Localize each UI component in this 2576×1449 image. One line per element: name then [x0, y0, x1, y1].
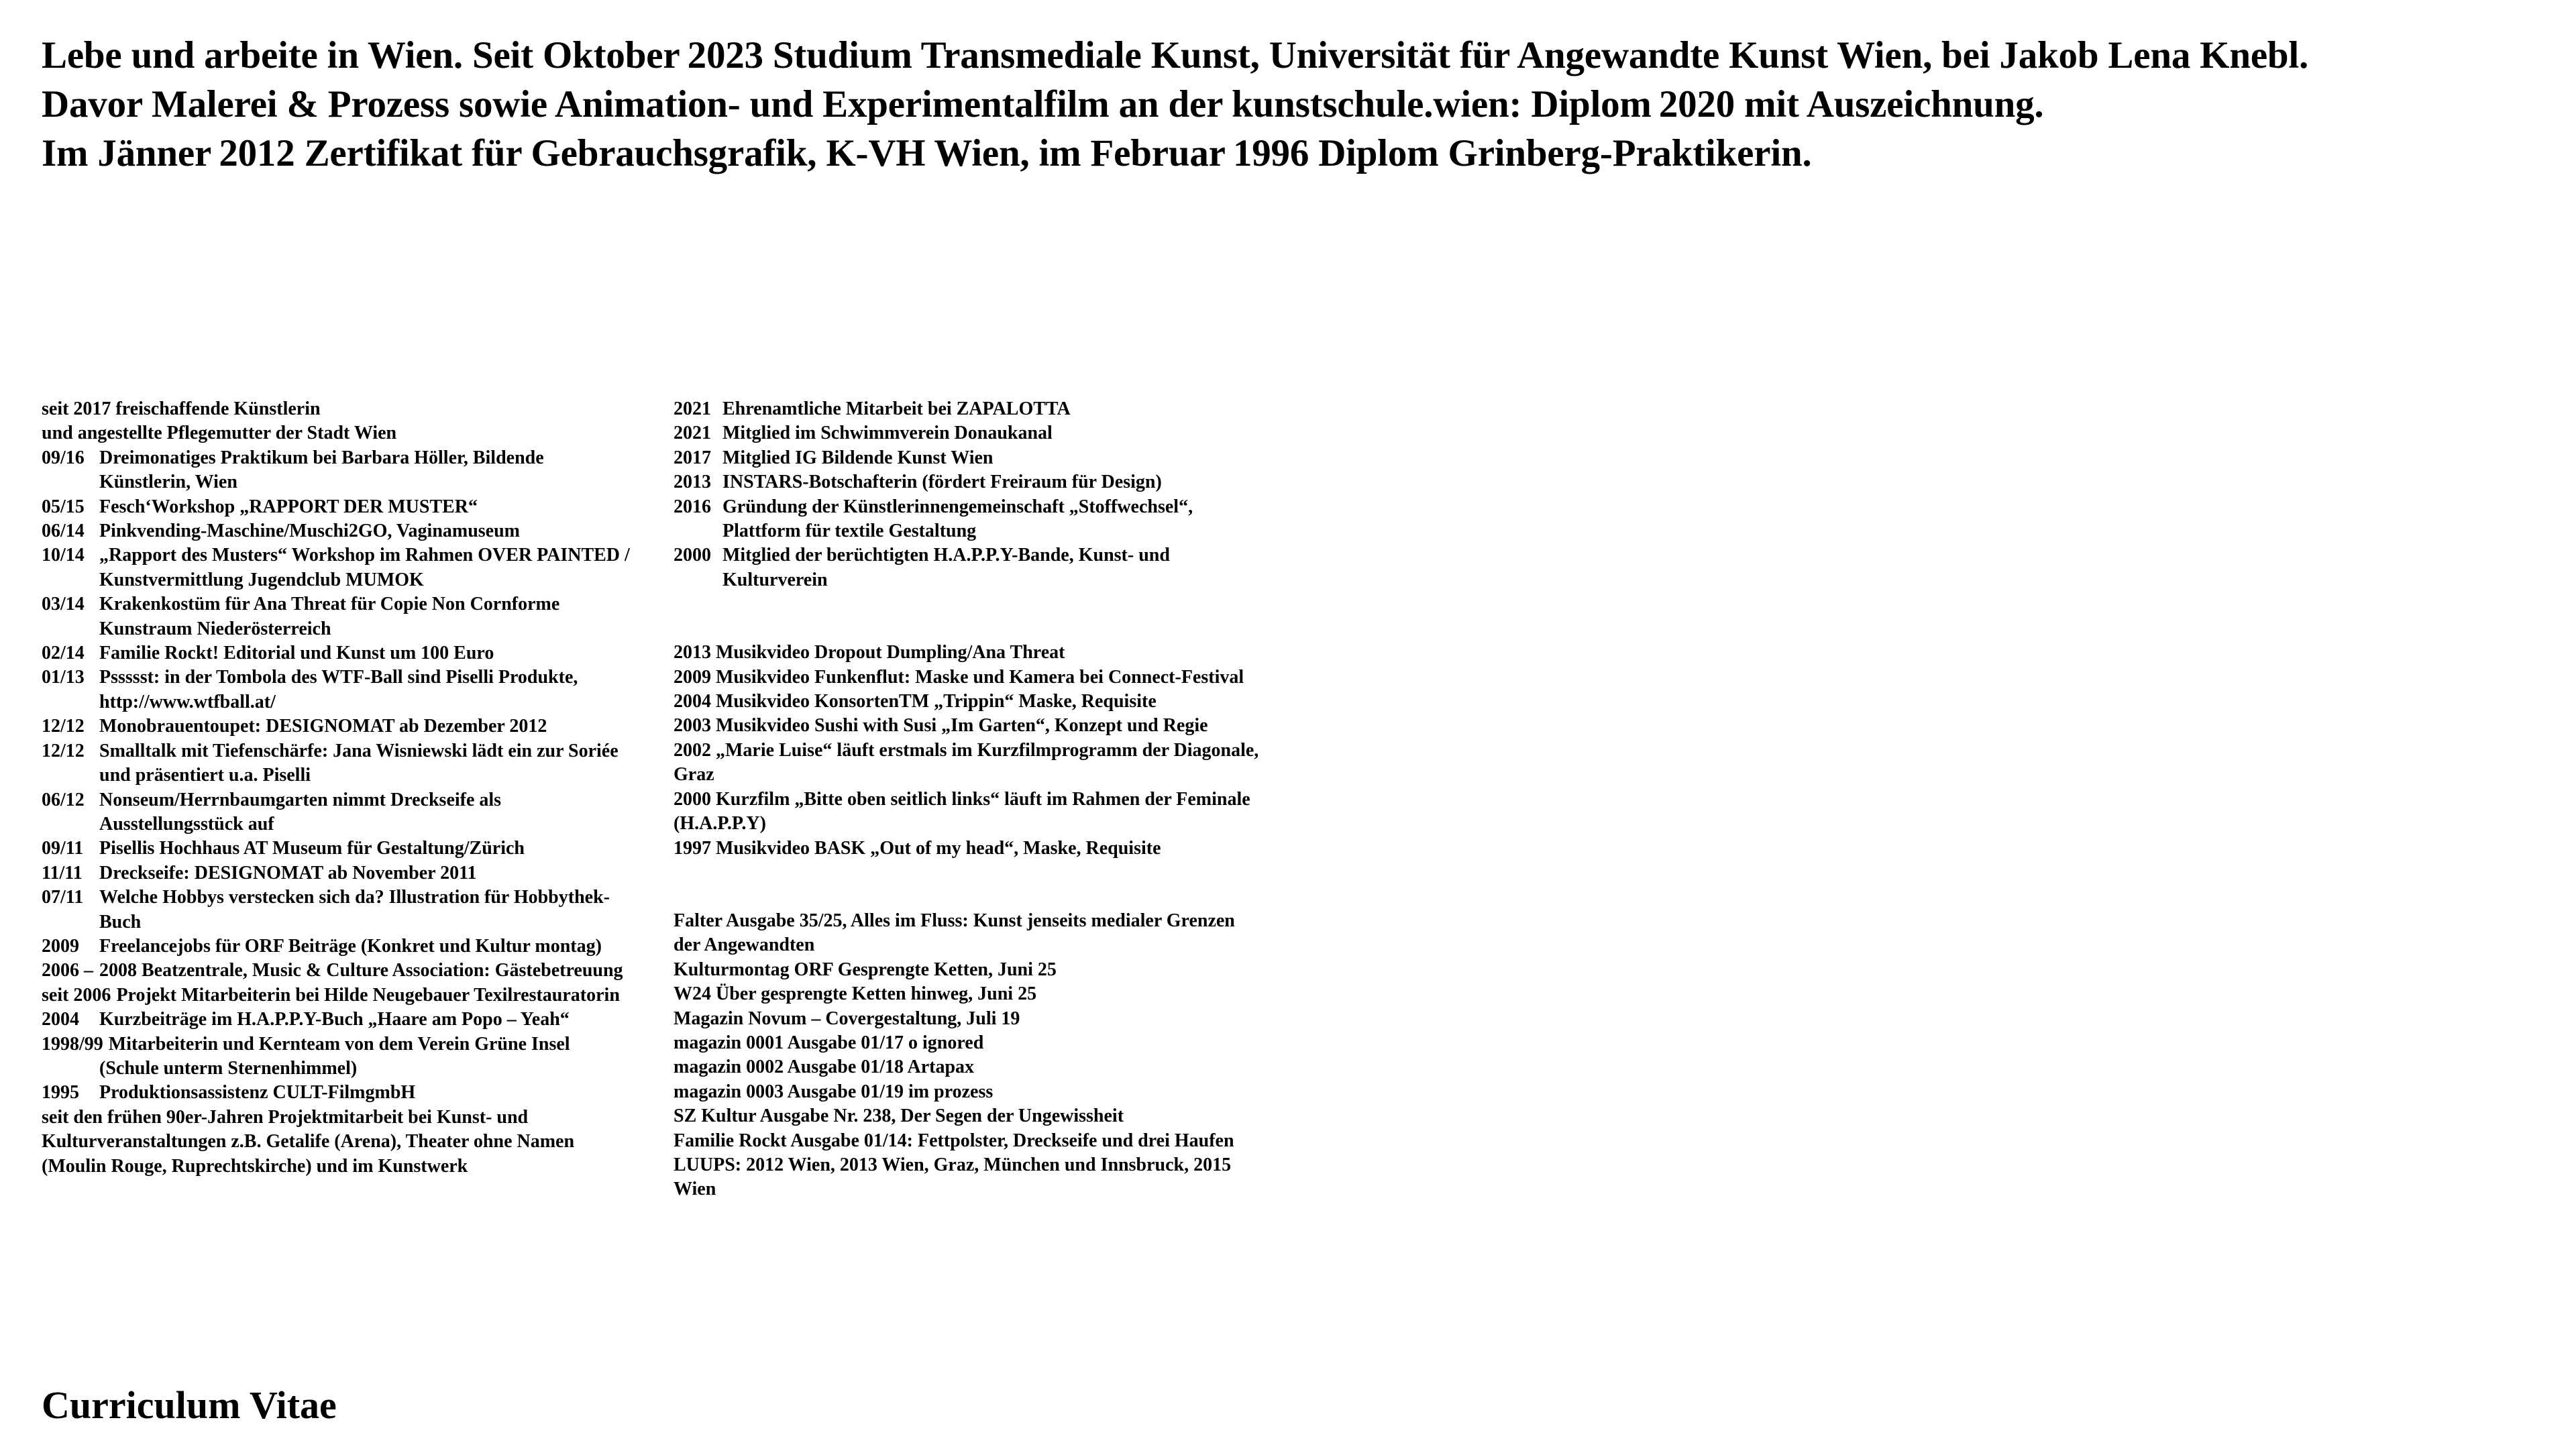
intro-line: Lebe und arbeite in Wien. Seit Oktober 2023 Studium Transmediale Kunst, Universität für Angewandte Kunst Wien, bei Jakob Lena Knebl.: [42, 34, 2309, 76]
press-entry: LUUPS: 2012 Wien, 2013 Wien, Graz, München und Innsbruck, 2015 Wien: [674, 1154, 1232, 1200]
film-entry: 2002 „Marie Luise“ läuft erstmals im Kurzfilmprogramm der Diagonale, Graz: [674, 739, 1259, 786]
cv-entry-text: Pssssst: in der Tombola des WTF-Ball sind Piselli Produkte, http://www.wtfball.at/: [99, 667, 578, 712]
membership-year: 2013: [674, 472, 711, 493]
cv-entry-text: Smalltalk mit Tiefenschärfe: Jana Wisniewski lädt ein zur Soriée und präsentiert u.a. Piselli: [99, 740, 619, 786]
intro-line: Im Jänner 2012 Zertifikat für Gebrauchsgrafik, K-VH Wien, im Februar 1996 Diplom Grinberg-Praktikerin.: [42, 132, 1812, 174]
film-entry: 1997 Musikvideo BASK „Out of my head“, Maske, Requisite: [674, 837, 1161, 859]
cv-activities-column: [42, 397, 632, 1179]
film-entry: 2003 Musikvideo Sushi with Susi „Im Garten“, Konzept und Regie: [674, 715, 1208, 737]
cv-entry: [42, 592, 632, 641]
press-entry: magazin 0001 Ausgabe 01/17 o ignored: [674, 1032, 984, 1053]
membership-text: Mitglied im Schwimmverein Donaukanal: [722, 423, 1053, 444]
cv-entry-date: 2004: [42, 1009, 79, 1030]
cv-entry: [42, 1106, 632, 1179]
cv-entry-text: Freelancejobs für ORF Beiträge (Konkret und Kultur montag): [99, 935, 602, 957]
cv-entry-date: 03/14: [42, 594, 85, 615]
cv-entry: [42, 861, 632, 885]
cv-entry: [42, 446, 632, 495]
cv-entry-text: Pisellis Hochhaus AT Museum für Gestaltung/Zürich: [99, 838, 525, 859]
cv-entry-date: 2009: [42, 935, 79, 957]
press-entry: Falter Ausgabe 35/25, Alles im Fluss: Kunst jenseits medialer Grenzen der Angewandten: [674, 910, 1235, 956]
cv-entry: [42, 397, 632, 421]
cv-entry: [42, 519, 632, 543]
press-entry: Familie Rockt Ausgabe 01/14: Fettpolster, Dreckseife und drei Haufen: [674, 1130, 1234, 1151]
membership-text: Gründung der Künstlerinnengemeinschaft „Stoffwechsel“, Plattform für textile Gestaltung: [722, 496, 1193, 542]
cv-details-column: [674, 397, 1264, 1202]
cv-entry: [42, 714, 632, 739]
cv-entry: [42, 885, 632, 934]
cv-entry-text: Nonseum/Herrnbaumgarten nimmt Dreckseife als Ausstellungsstück auf: [99, 789, 502, 835]
press-entry: magazin 0002 Ausgabe 01/18 Artapax: [674, 1057, 975, 1078]
cv-entry: [42, 543, 632, 592]
cv-entry-text: Kurzbeiträge im H.A.P.P.Y-Buch „Haare am Popo – Yeah“: [99, 1009, 570, 1030]
cv-entry: [42, 1081, 632, 1105]
press-entry: Magazin Novum – Covergestaltung, Juli 19: [674, 1008, 1020, 1029]
cv-entry: [42, 837, 632, 861]
cv-entry-date: 1995: [42, 1082, 79, 1104]
membership-entry: [674, 495, 1264, 544]
membership-text: INSTARS-Botschafterin (fördert Freiraum für Design): [722, 472, 1162, 493]
cv-entry: [42, 983, 632, 1008]
cv-entry-text: Fesch‘Workshop „RAPPORT DER MUSTER“: [99, 496, 478, 517]
cv-entry: [42, 1032, 632, 1081]
cv-entry-date: 05/15: [42, 496, 85, 517]
cv-entry-date: 10/14: [42, 545, 85, 566]
cv-entry-text: Dreimonatiges Praktikum bei Barbara Höller, Bildende Künstlerin, Wien: [99, 447, 544, 493]
membership-year: 2016: [674, 496, 711, 517]
cv-entry-text: Projekt Mitarbeiterin bei Hilde Neugebauer Texilrestauratorin: [116, 984, 620, 1006]
press-list: [674, 909, 1264, 1202]
cv-entry: [42, 421, 632, 445]
cv-entry-date: 06/12: [42, 789, 85, 810]
cv-entry-date: seit 2006: [42, 984, 111, 1006]
cv-entry: [42, 1008, 632, 1032]
cv-entry: [42, 739, 632, 788]
cv-entry-text: Familie Rockt! Editorial und Kunst um 100 Euro: [99, 643, 494, 664]
cv-entry-date: 11/11: [42, 862, 83, 883]
intro-statement: [42, 31, 2551, 178]
cv-entry-date: 06/14: [42, 521, 85, 542]
film-entry: 2013 Musikvideo Dropout Dumpling/Ana Threat: [674, 642, 1065, 663]
films-list: [674, 641, 1264, 861]
page-title: Curriculum Vitae: [42, 1383, 337, 1427]
cv-entry-date: 1998/99: [42, 1033, 103, 1055]
membership-entry: [674, 543, 1264, 592]
press-entry: magazin 0003 Ausgabe 01/19 im prozess: [674, 1081, 994, 1102]
cv-entry-text: Pinkvending-Maschine/Muschi2GO, Vaginamuseum: [99, 521, 521, 542]
membership-entry: [674, 397, 1264, 421]
cv-entry-date: 09/11: [42, 838, 84, 859]
intro-line: Davor Malerei & Prozess sowie Animation- und Experimentalfilm an der kunstschule.wien: Diplom 2020 mit Auszeichnung.: [42, 83, 2044, 125]
membership-text: Mitglied der berüchtigten H.A.P.P.Y-Bande, Kunst- und Kulturverein: [722, 545, 1170, 590]
press-entry: Kulturmontag ORF Gesprengte Ketten, Juni 25: [674, 959, 1057, 980]
cv-entry-text: seit 2017 freischaffende Künstlerin: [42, 398, 321, 419]
membership-text: Ehrenamtliche Mitarbeit bei ZAPALOTTA: [722, 398, 1071, 419]
membership-entry: [674, 446, 1264, 470]
cv-entry-date: 12/12: [42, 716, 85, 737]
press-entry: SZ Kultur Ausgabe Nr. 238, Der Segen der Ungewissheit: [674, 1106, 1124, 1127]
cv-entry-text: 2008 Beatzentrale, Music & Culture Association: Gästebetreuung: [99, 960, 623, 981]
film-entry: 2004 Musikvideo KonsortenTM „Trippin“ Maske, Requisite: [674, 691, 1157, 712]
cv-entry-text: Krakenkostüm für Ana Threat für Copie Non Cornforme Kunstraum Niederösterreich: [99, 594, 560, 639]
cv-entry: [42, 665, 632, 714]
cv-entry-date: 09/16: [42, 447, 85, 468]
film-entry: 2009 Musikvideo Funkenflut: Maske und Kamera bei Connect-Festival: [674, 666, 1244, 688]
membership-entry: [674, 470, 1264, 494]
membership-year: 2017: [674, 447, 711, 468]
cv-entry-date: 02/14: [42, 643, 85, 664]
membership-year: 2021: [674, 423, 711, 444]
membership-entry: [674, 421, 1264, 445]
membership-year: 2021: [674, 398, 711, 419]
cv-entry: [42, 959, 632, 983]
cv-entry-text: Welche Hobbys verstecken sich da? Illustration für Hobbythek-Buch: [99, 887, 610, 932]
press-entry: W24 Über gesprengte Ketten hinweg, Juni 25: [674, 983, 1037, 1005]
cv-entry: [42, 934, 632, 959]
cv-entry: [42, 641, 632, 665]
cv-entry-date: 01/13: [42, 667, 85, 688]
cv-entry-text: seit den frühen 90er-Jahren Projektmitarbeit bei Kunst- und Kulturveranstaltungen z.B. Getalife (Arena), Theater ohne Namen (Moulin Rouge, Ruprechtskirche) und im Kunstwerk: [42, 1106, 575, 1177]
cv-entry-date: 2006 –: [42, 960, 93, 981]
membership-text: Mitglied IG Bildende Kunst Wien: [722, 447, 994, 468]
film-entry: 2000 Kurzfilm „Bitte oben seitlich links“ läuft im Rahmen der Feminale (H.A.P.P.Y): [674, 788, 1250, 835]
cv-entry-date: 07/11: [42, 887, 84, 908]
membership-year: 2000: [674, 545, 711, 566]
cv-entry-text: Monobrauentoupet: DESIGNOMAT ab Dezember 2012: [99, 716, 547, 737]
cv-entry: [42, 788, 632, 837]
cv-entry-date: 12/12: [42, 740, 85, 761]
cv-entry-text: Mitarbeiterin und Kernteam von dem Verein Grüne Insel (Schule unterm Sternenhimmel): [99, 1033, 570, 1079]
cv-entry: [42, 495, 632, 519]
memberships-list: [674, 397, 1264, 592]
cv-entry-text: und angestellte Pflegemutter der Stadt Wien: [42, 423, 397, 444]
cv-entry-text: Dreckseife: DESIGNOMAT ab November 2011: [99, 862, 477, 883]
cv-entry-text: Produktionsassistenz CULT-FilmgmbH: [99, 1082, 416, 1104]
cv-entry-text: „Rapport des Musters“ Workshop im Rahmen OVER PAINTED / Kunstvermittlung Jugendclub MUMOK: [99, 545, 630, 590]
